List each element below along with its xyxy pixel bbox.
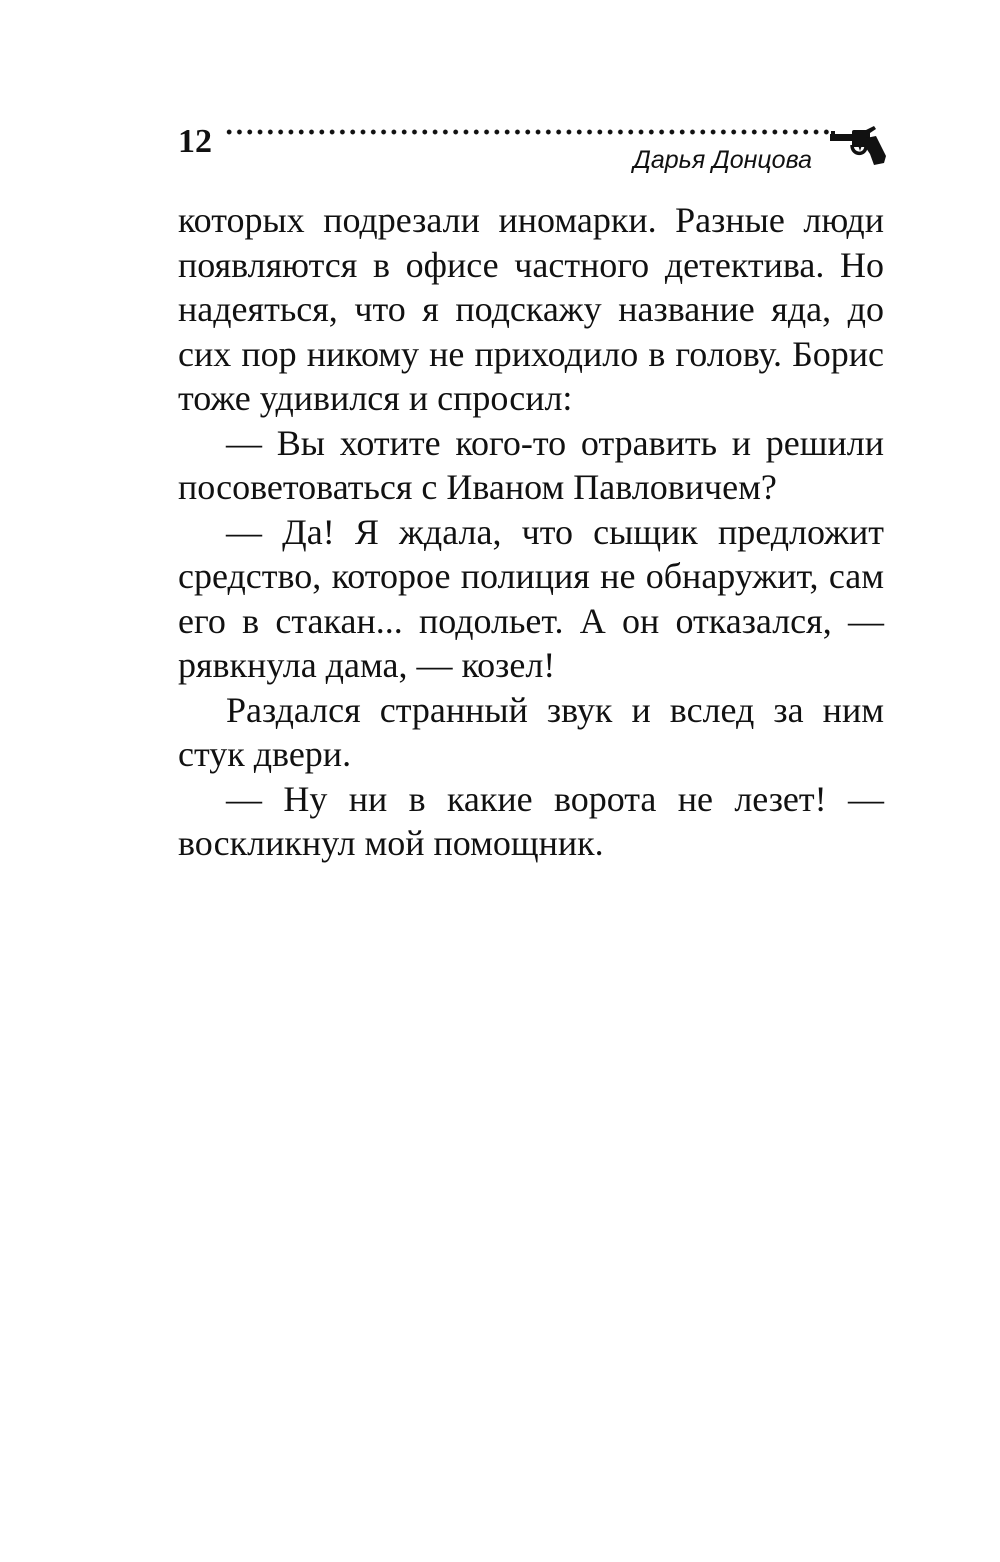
paragraph: — Вы хотите кого-то отравить и решили посоветоваться с Иваном Павловичем? bbox=[178, 422, 884, 507]
revolver-icon bbox=[830, 126, 888, 168]
paragraph: Раздался странный звук и вслед за ним стук двери. bbox=[178, 689, 884, 774]
running-header bbox=[178, 118, 890, 188]
dotted-rule bbox=[224, 129, 832, 135]
body-text bbox=[178, 198, 884, 866]
author-name: Дарья Донцова bbox=[633, 146, 812, 174]
paragraph: — Ну ни в какие ворота не лезет! — воскликнул мой помощник. bbox=[178, 778, 884, 863]
page-number: 12 bbox=[178, 123, 212, 160]
paragraph: которых подрезали иномарки. Разные люди появляются в офисе частного детектива. Но надеяться, что я подскажу название яда, до сих пор никому не приходило в голову. Борис тоже удивился и спросил: bbox=[178, 200, 884, 418]
paragraph: — Да! Я ждала, что сыщик предложит средство, которое полиция не обнаружит, сам его в стакан... подольет. А он отказался, — рявкнула дама, — козел! bbox=[178, 511, 884, 685]
